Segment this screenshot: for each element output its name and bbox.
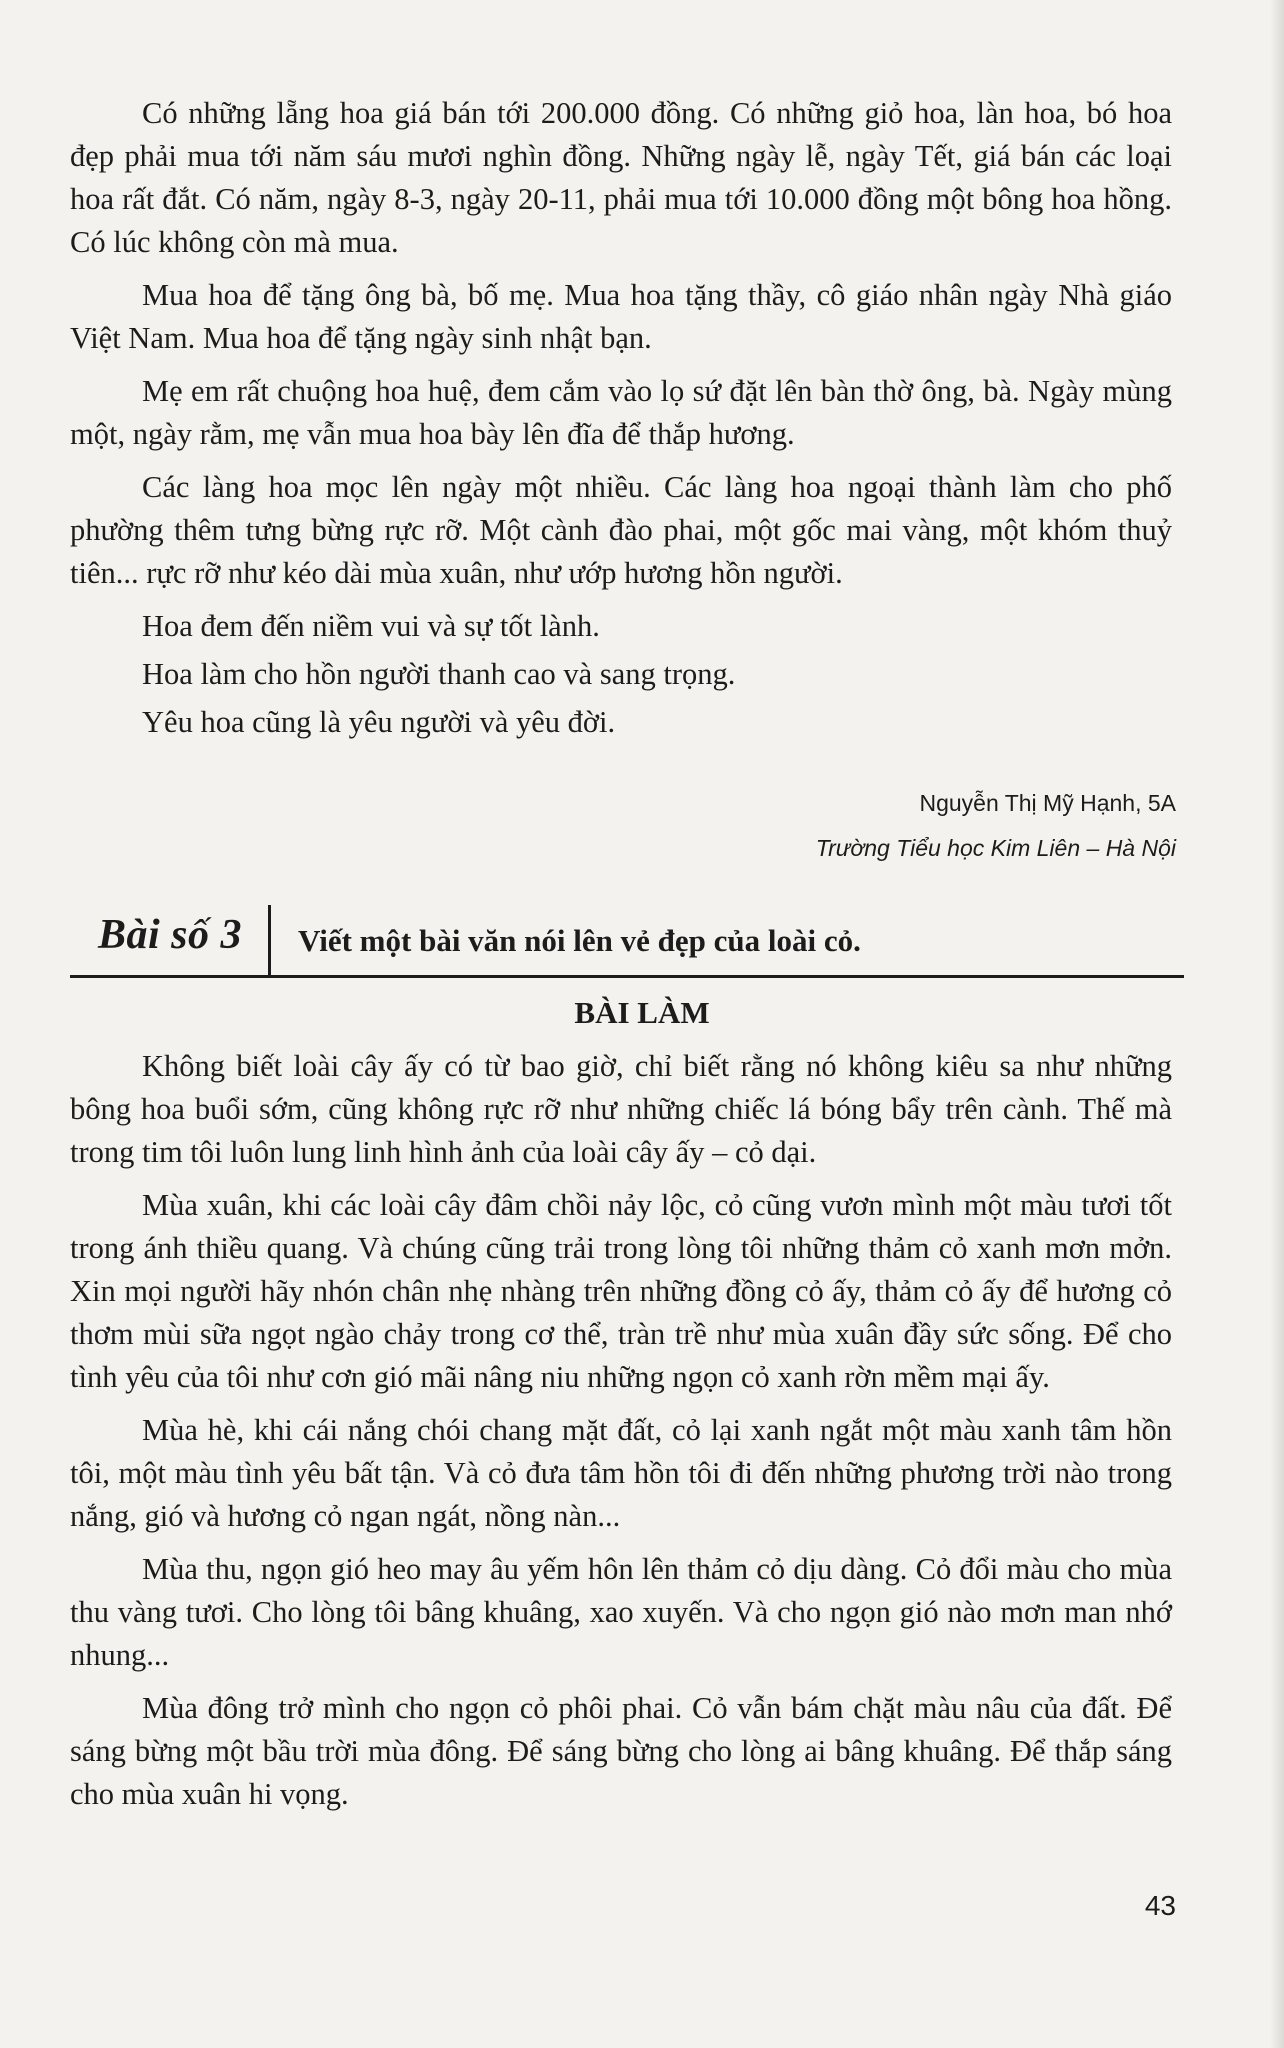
exercise-prompt: Viết một bài văn nói lên vẻ đẹp của loài cỏ. [298, 923, 861, 958]
essay-continuation [70, 92, 1172, 754]
paragraph: Hoa làm cho hồn người thanh cao và sang trọng. [142, 657, 736, 691]
page-number: 43 [1144, 1890, 1176, 1921]
exercise-label: Bài số 3 [98, 912, 243, 958]
exercise-divider [268, 905, 271, 975]
exercise-header [70, 905, 1184, 977]
paragraph: Mùa hè, khi cái nắng chói chang mặt đất, cỏ lại xanh ngắt một màu xanh tâm hồn tôi, một màu tình yêu bất tận. Và cỏ đưa tâm hồn tôi đi đến những phương trời nào trong nắng, gió và hương cỏ ngan ngát, nồng nàn... [70, 1413, 1172, 1533]
paragraph: Mùa xuân, khi các loài cây đâm chồi nảy lộc, cỏ cũng vươn mình một màu tươi tốt trong ánh thiều quang. Và chúng cũng trải trong lòng tôi những thảm cỏ xanh mơn mởn. Xin mọi người hãy nhón chân nhẹ nhàng trên những đồng cỏ ấy, thảm cỏ ấy để hương cỏ thơm mùi sữa ngọt ngào chảy trong cơ thể, tràn trề như mùa xuân đầy sức sống. Để cho tình yêu của tôi như cơn gió mãi nâng niu những ngọn cỏ xanh rờn mềm mại ấy. [70, 1188, 1172, 1394]
section-title: BÀI LÀM [574, 995, 710, 1030]
paragraph: Mùa thu, ngọn gió heo may âu yếm hôn lên thảm cỏ dịu dàng. Cỏ đổi màu cho mùa thu vàng tươi. Cho lòng tôi bâng khuâng, xao xuyến. Và cho ngọn gió nào mơn man nhớ nhung... [70, 1552, 1172, 1672]
paragraph: Hoa đem đến niềm vui và sự tốt lành. [142, 609, 600, 643]
paragraph: Các làng hoa mọc lên ngày một nhiều. Các làng hoa ngoại thành làm cho phố phường thêm tưng bừng rực rỡ. Một cành đào phai, một gốc mai vàng, một khóm thuỷ tiên... rực rỡ như kéo dài mùa xuân, như ướp hương hồn người. [70, 470, 1172, 590]
paragraph: Có những lẵng hoa giá bán tới 200.000 đồng. Có những giỏ hoa, làn hoa, bó hoa đẹp phải mua tới năm sáu mươi nghìn đồng. Những ngày lễ, ngày Tết, giá bán các loại hoa rất đắt. Có năm, ngày 8-3, ngày 20-11, phải mua tới 10.000 đồng một bông hoa hồng. Có lúc không còn mà mua. [70, 96, 1172, 259]
author-name: Nguyễn Thị Mỹ Hạnh, 5A [919, 790, 1176, 816]
author-school: Trường Tiểu học Kim Liên – Hà Nội [815, 835, 1176, 861]
answer-essay [70, 1045, 1172, 1826]
paragraph: Yêu hoa cũng là yêu người và yêu đời. [142, 705, 616, 739]
page-edge [1270, 0, 1284, 2048]
paragraph: Không biết loài cây ấy có từ bao giờ, chỉ biết rằng nó không kiêu sa như những bông hoa buổi sớm, cũng không rực rỡ như những chiếc lá bóng bẩy trên cành. Thế mà trong tim tôi luôn lung linh hình ảnh của loài cây ấy – cỏ dại. [70, 1049, 1172, 1169]
paragraph: Mẹ em rất chuộng hoa huệ, đem cắm vào lọ sứ đặt lên bàn thờ ông, bà. Ngày mùng một, ngày rằm, mẹ vẫn mua hoa bày lên đĩa để thắp hương. [70, 374, 1172, 451]
paragraph: Mua hoa để tặng ông bà, bố mẹ. Mua hoa tặng thầy, cô giáo nhân ngày Nhà giáo Việt Nam. Mua hoa để tặng ngày sinh nhật bạn. [70, 278, 1172, 355]
paragraph: Mùa đông trở mình cho ngọn cỏ phôi phai. Cỏ vẫn bám chặt màu nâu của đất. Để sáng bừng một bầu trời mùa đông. Để sáng bừng cho lòng ai bâng khuâng. Để thắp sáng cho mùa xuân hi vọng. [70, 1691, 1172, 1811]
exercise-rule [70, 975, 1184, 978]
